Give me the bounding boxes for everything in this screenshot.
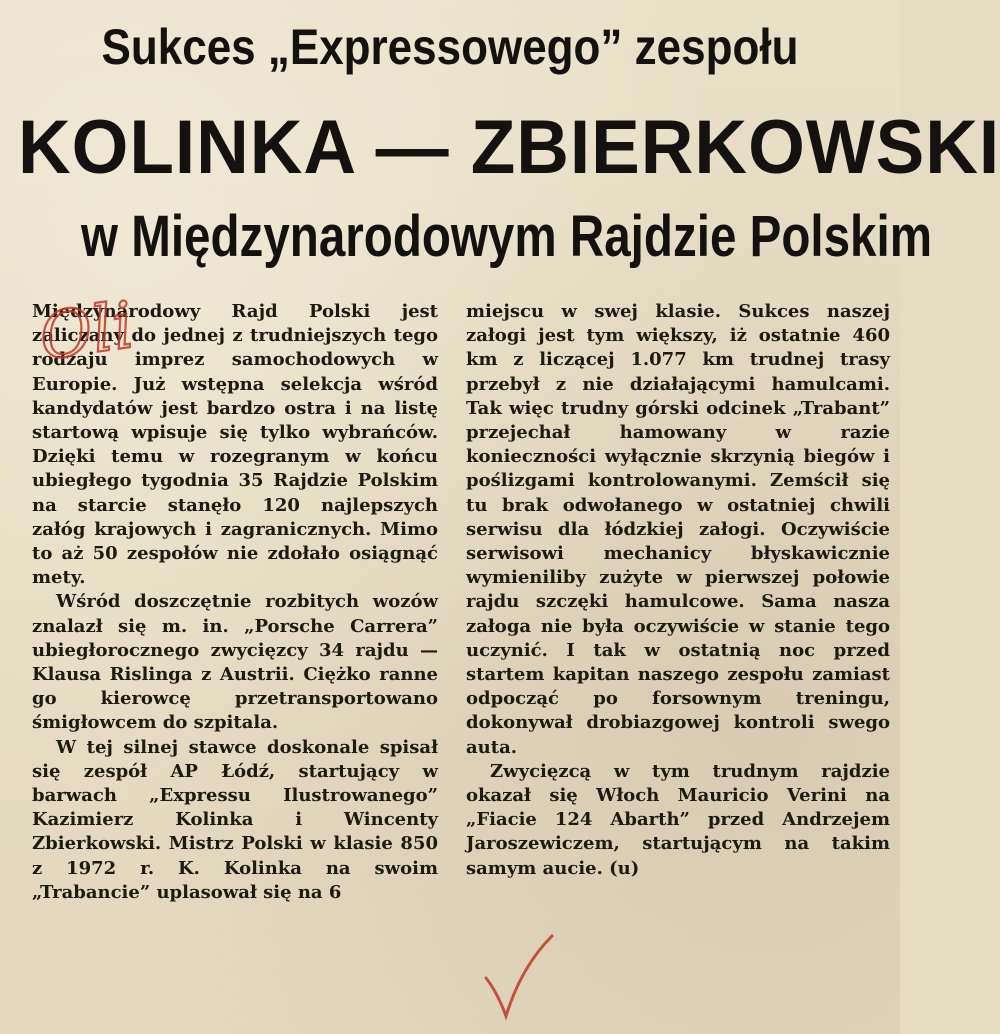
headline-subtitle: w Międzynarodowym Rajdzie Polskim [81, 204, 933, 269]
headline-main: KOLINKA — ZBIERKOWSKI [18, 105, 1000, 190]
headline-kicker: Sukces „Expressowego” zespołu [101, 19, 799, 75]
paragraph: Zwycięzcą w tym trudnym rajdzie okazał się Włoch Mauricio Verini na „Fiacie 124 Abarth” przed Andrzejem Jaroszewiczem, startującym na takim samym aucie. (u) [466, 760, 890, 879]
article-column-left [32, 300, 438, 905]
paragraph: Międzynarodowy Rajd Polski jest zaliczany do jednej z trudniejszych tego rodzaju imprez samochodowych w Europie. Już wstępna selekcja wśród kandydatów jest bardzo ostra i na listę startową wpisuje się tylko wybrańców. Dzięki temu w rozegranym w końcu ubiegłego tygodnia 35 Rajdzie Polskim na starcie stanęło 120 najlepszych załóg krajowych i zagranicznych. Mimo to aż 50 zespołów nie zdołało osiągnąć mety. [32, 301, 438, 589]
checkmark-icon [480, 930, 560, 1030]
handwritten-note: Oli [35, 288, 139, 376]
paragraph: W tej silnej stawce doskonale spisał się zespół AP Łódź, startujący w barwach „Expressu Ilustrowanego” Kazimierz Kolinka i Wincenty Zbierkowski. Mistrz Polski w klasie 850 z 1972 r. K. Kolinka na swoim „Trabancie” uplasował się na 6 [32, 736, 438, 903]
paragraph: miejscu w swej klasie. Sukces naszej załogi jest tym większy, iż ostatnie 460 km z liczącej 1.077 km trudnej trasy przebył z nie działającymi hamulcami. Tak więc trudny górski odcinek „Trabant” przejechał hamowany w razie konieczności wyłącznie skrzynią biegów i poślizgami kontrolowanymi. Zemścił się tu brak odwołanego w ostatniej chwili serwisu dla łódzkiej załogi. Oczywiście serwisowi mechanicy błyskawicznie wymieniliby zużyte w pierwszej połowie rajdu szczęki hamulcowe. Sama nasza załoga nie była oczywiście w stanie tego uczynić. I tak w ostatnią noc przed startem kapitan naszego zespołu zamiast odpocząć po forsownym treningu, dokonywał drobiazgowej kontroli swego auta. [466, 301, 890, 758]
paragraph: Wśród doszczętnie rozbitych wozów znalazł się m. in. „Porsche Carrera” ubiegłorocznego zwycięzcy 34 rajdu — Klausa Rislinga z Austrii. Ciężko ranne go kierowcę przetransportowano śmigłowcem do szpitala. [32, 591, 438, 734]
article-column-right [466, 300, 890, 881]
